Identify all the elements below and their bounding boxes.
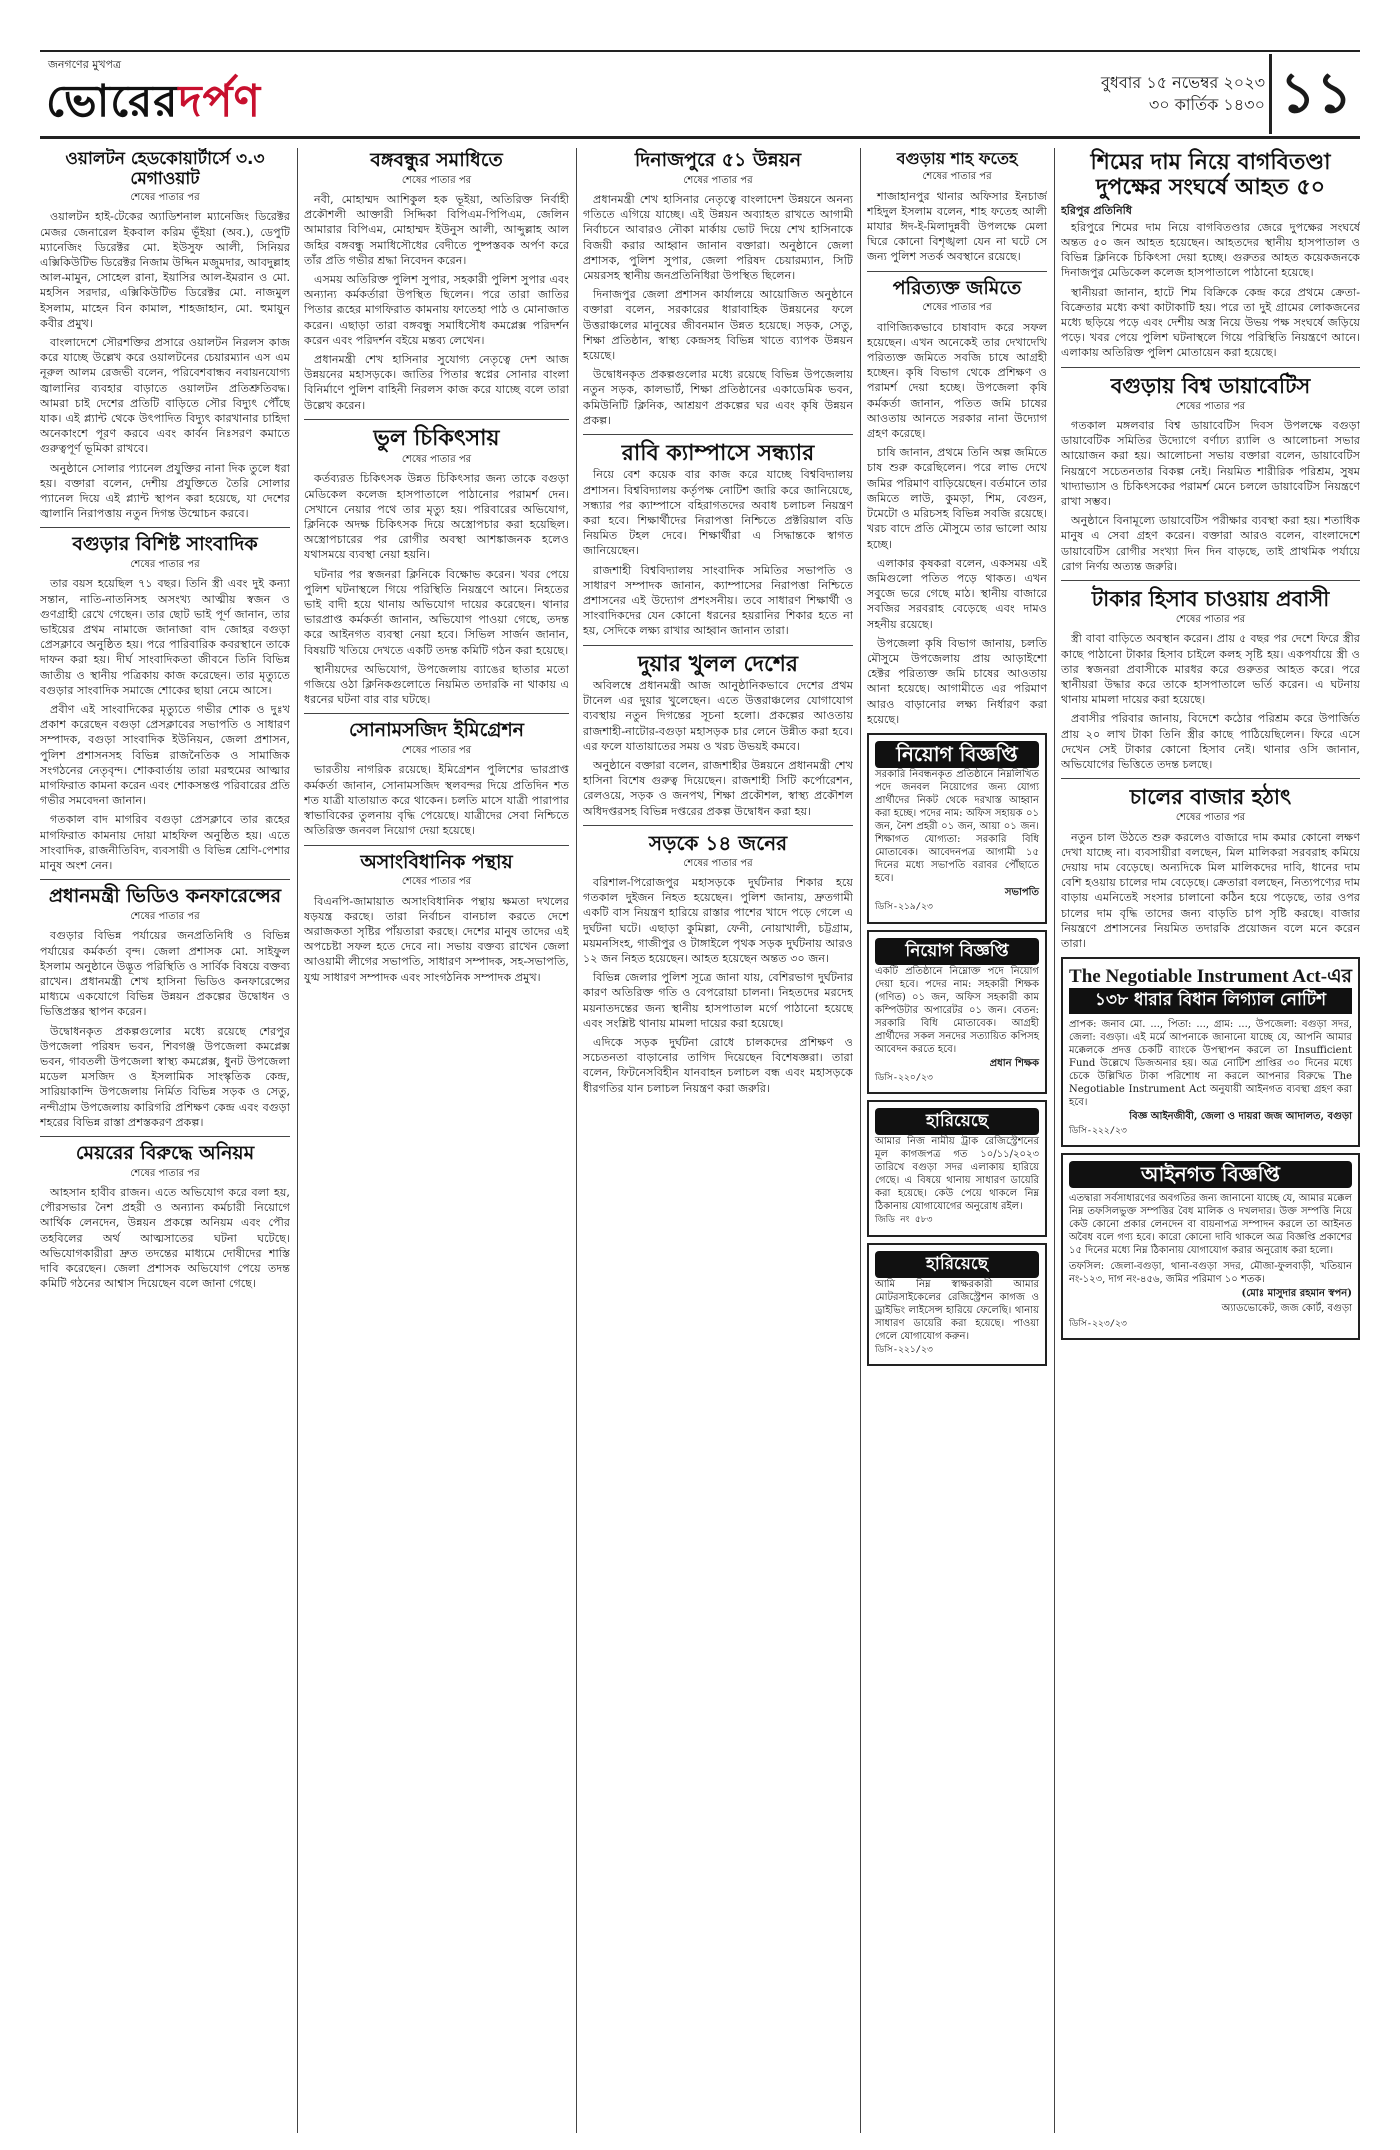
- continued-label: শেষের পাতার পর: [401, 876, 472, 888]
- legal-notice-title: The Negotiable Instrument Act-এর: [1069, 966, 1352, 988]
- article-paragraph: দিনাজপুর জেলা প্রশাসন কার্যালয়ে আয়োজিত অনুষ্ঠানে বক্তারা বলেন, সরকারের ধারাবাহিক উন্নয়নের ফলে উত্তরাঞ্চলের মানুষের জীবনমান উন্নত হয়েছে। সড়ক, সেতু, শিক্ষা প্রতিষ্ঠান, স্বাস্থ্য কেন্দ্রসহ বিভিন্ন খাতে ব্যাপক উন্নয়ন হয়েছে।: [583, 288, 853, 363]
- ad-body: একটি প্রতিষ্ঠানে নিম্নোক্ত পদে নিয়োগ দেয়া হবে। পদের নাম: সহকারী শিক্ষক (গণিত) ০১ জন, অফিস সহকারী কাম কম্পিউটার অপারেটর ০১ জন। বেতন: সরকারি বিধি মোতাবেক। আগ্রহী প্রার্থীদের সকল সনদের সত্যায়িত কপিসহ আবেদন করতে হবে।: [875, 965, 1039, 1055]
- continued-label: শেষের পাতার পর: [1175, 400, 1246, 412]
- column-4: [867, 148, 1047, 2133]
- article-paragraph: ওয়ালটন হাই-টেকের অ্যাডিশনাল ম্যানেজিং ডিরেক্টর মেজর জেনারেল ইকবাল করিম ভূঁইয়া (অব.), ডেপুটি ম্যানেজিং ডিরেক্টর মো. ইউসুফ আলী, সিনিয়র এক্সিকিউটিভ ডিরেক্টর নিজাম উদ্দিন মজুমদার, আবদুল্লাহ আল-মামুন, সোহেল রানা, ইয়াসির আল-ইমরান ও মো. মহসিন সরদার, এক্সিকিউটিভ ডিরেক্টর মো. নাজমুল ইসলাম, মাহেন বিন কামাল, শাহজাহান, মো. হুমায়ুন কবীর প্রমুখ।: [40, 210, 290, 330]
- continued-label: শেষের পাতার পর: [922, 302, 992, 314]
- article-paragraph: প্রধানমন্ত্রী শেখ হাসিনার নেতৃত্বে বাংলাদেশ উন্নয়নে অনন্য গতিতে এগিয়ে যাচ্ছে। এই উন্নয়ন অব্যাহত রাখতে আগামী নির্বাচনে আবারও নৌকা মার্কায় ভোট দিয়ে শেখ হাসিনাকে বিজয়ী করার আহ্বান জানান বক্তারা। অনুষ্ঠানে জেলা প্রশাসক, পুলিশ সুপার, জেলা পরিষদ চেয়ারম্যান, সিটি মেয়রসহ স্থানীয় জনপ্রতিনিধিরা উপস্থিত ছিলেন।: [583, 193, 853, 283]
- article-paragraph: অবিলম্বে প্রধানমন্ত্রী আজ আনুষ্ঠানিকভাবে দেশের প্রথম টানেল এর দুয়ার খুলেছেন। এতে উত্তরাঞ্চলের যোগাযোগ ব্যবস্থায় নতুন দিগন্তের সূচনা হলো। প্রকল্পের আওতায় রাজশাহী-নাটোর-বগুড়া মহাসড়ক চার লেনে উন্নীত করা হবে। এর ফলে যাতায়াতের সময় ও খরচ উভয়ই কমবে।: [583, 678, 853, 753]
- column-5: [1061, 148, 1360, 2133]
- article-paragraph: স্থানীয়দের অভিযোগ, উপজেলায় ব্যাঙের ছাতার মতো গজিয়ে ওঠা ক্লিনিকগুলোতে নিয়মিত তদারকি না থাকায় এ ধরনের ঘটনা বার বার ঘটছে।: [304, 662, 569, 707]
- legal-notice-subtitle: ১৩৮ ধারার বিধান লিগ্যাল নোটিশ: [1069, 988, 1352, 1013]
- article-paragraph: বিএনপি-জামায়াত অসাংবিধানিক পন্থায় ক্ষমতা দখলের ষড়যন্ত্র করছে। তারা নির্বাচন বানচাল করতে দেশে অরাজকতা সৃষ্টির পাঁয়তারা করছে। দেশের মানুষ তাদের এই অপচেষ্টা সফল হতে দেবে না। সভায় বক্তব্য রাখেন জেলা আওয়ামী লীগের সভাপতি, সাধারণ সম্পাদক, সহ-সভাপতি, যুগ্ম সাধারণ সম্পাদক এবং সাংগঠনিক সম্পাদক প্রমুখ।: [304, 894, 569, 984]
- column-3: [583, 148, 853, 2133]
- article-headline: মেয়রের বিরুদ্ধে অনিয়ম: [75, 1141, 255, 1164]
- article-paragraph: আহসান হাবীব রাজন। এতে অভিযোগ করে বলা হয়, পৌরসভার নৈশ প্রহরী ও অন্যান্য কর্মচারী নিয়োগে আর্থিক লেনদেন, উন্নয়ন প্রকল্পে অনিয়ম এবং পৌর তহবিলের অর্থ আত্মসাতের ঘটনা ঘটেছে। অভিযোগকারীরা দ্রুত তদন্তের মাধ্যমে দোষীদের শাস্তি দাবি করেছেন। জেলা প্রশাসক অভিযোগ পেয়ে তদন্ত কমিটি গঠনের আশ্বাস দিয়েছেন বলে জানা গেছে।: [40, 1186, 290, 1291]
- section-divider: [40, 527, 290, 528]
- ad-body: আমার নিজ নামীয় ট্রাক রেজিস্ট্রেশনের মূল কাগজপত্র গত ১০/১১/২০২৩ তারিখে বগুড়া সদর এলাকায় হারিয়ে গেছে। এ বিষয়ে থানায় সাধারণ ডায়েরি করা হয়েছে। কেউ পেয়ে থাকলে নিম্ন ঠিকানায় যোগাযোগের অনুরোধ রইল।: [875, 1136, 1039, 1213]
- article-paragraph: এদিকে সড়ক দুর্ঘটনা রোধে চালকদের প্রশিক্ষণ ও সচেতনতা বাড়ানোর তাগিদ দিয়েছেন বিশেষজ্ঞরা। তারা বলেন, ফিটনেসবিহীন যানবাহন চলাচল বন্ধ এবং মহাসড়কে ধীরগতির যান চলাচল নিয়ন্ত্রণ করা জরুরি।: [583, 1035, 853, 1095]
- section-divider: [867, 271, 1047, 272]
- legal-notice: [1061, 1153, 1360, 1340]
- article-paragraph: নবী, মোহাম্মদ আশিকুল হক ভূইয়া, অতিরিক্ত নির্বাহী প্রকৌশলী আক্তারী সিদ্দিকা বিপিএম-পিপিএম, জেলিন আমারার বিপিএম, মোহাম্মদ ইউনুস আলী, আব্দুল্লাহ আল জহির বঙ্গবন্ধু সমাধিসৌধের বেদীতে পুষ্পস্তবক অর্পণ করে তাঁর প্রতি গভীর শ্রদ্ধা নিবেদন করেন।: [304, 193, 569, 267]
- ad-title: হারিয়েছে: [875, 1251, 1039, 1278]
- legal-notice-body: প্রাপক: জনাব মো. ..., পিতা: ..., গ্রাম: ..., উপজেলা: বগুড়া সদর, জেলা: বগুড়া। এই মর্মে আপনাকে জানানো যাচ্ছে যে, আপনি আমার মক্কেলকে প্রদত্ত চেকটি ব্যাংকে উপস্থাপন করলে তা Insufficient Fund উল্লেখে ডিজঅনার হয়। অত্র নোটিশ প্রাপ্তির ৩০ দিনের মধ্যে চেকে উল্লিখিত টাকা পরিশোধ না করলে আপনার বিরুদ্ধে The Negotiable Instrument Act অনুযায়ী আইনগত ব্যবস্থা গ্রহণ করা হবে।: [1069, 1018, 1352, 1108]
- logo-part1: ভোরের: [46, 76, 179, 127]
- ad-code: ডিসি-২২৩/২৩: [1069, 1318, 1127, 1329]
- article-paragraph: উদ্বোধনকৃত প্রকল্পগুলোর মধ্যে রয়েছে বিভিন্ন উপজেলায় নতুন সড়ক, কালভার্ট, শিক্ষা প্রতিষ্ঠানের একাডেমিক ভবন, কমিউনিটি ক্লিনিক, আশ্রয়ণ প্রকল্পের ঘর এবং কৃষি উন্নয়ন প্রকল্প।: [583, 368, 853, 427]
- article-headline: বগুড়ার বিশিষ্ট সাংবাদিক: [72, 533, 258, 556]
- continued-label: শেষের পাতার পর: [683, 174, 753, 186]
- legal-notice-signature: বিজ্ঞ আইনজীবী, জেলা ও দায়রা জজ আদালত, বগুড়া: [1129, 1110, 1352, 1122]
- ad-title: হারিয়েছে: [875, 1108, 1039, 1135]
- issue-date-english: বুধবার ১৫ নভেম্বর ২০২৩: [1101, 73, 1265, 92]
- continued-label: শেষের পাতার পর: [401, 454, 472, 466]
- article-paragraph: চাষি জানান, প্রথমে তিনি অল্প জমিতে চাষ শুরু করেছিলেন। পরে লাভ দেখে জমির পরিমাণ বাড়িয়েছেন। বর্তমানে তার জমিতে লাউ, কুমড়া, শিম, বেগুন, টমেটো ও মরিচসহ বিভিন্ন সবজি রয়েছে। খরচ বাদে প্রতি মৌসুমে তার ভালো আয় হচ্ছে।: [867, 446, 1047, 551]
- article-paragraph: অনুষ্ঠানে সোলার প্যানেল প্রযুক্তির নানা দিক তুলে ধরা হয়। বক্তারা বলেন, দেশীয় প্রযুক্তিতে তৈরি সোলার প্যানেল দিয়ে এই প্ল্যান্ট স্থাপন করা হয়েছে, যা দেশের জ্বালানি নিরাপত্তায় নতুন দিগন্ত উন্মোচন করবে।: [40, 461, 290, 521]
- article-headline: সড়কে ১৪ জনের: [648, 830, 788, 855]
- column-2: [304, 148, 569, 2133]
- article-paragraph: গতকাল বাদ মাগরিব বগুড়া প্রেসক্লাবে তার রূহের মাগফিরাত কামনায় দোয়া মাহফিল অনুষ্ঠিত হয়। এতে সাংবাদিক, রাজনীতিবিদ, ব্যবসায়ী ও বিভিন্ন শ্রেণি-পেশার মানুষ অংশ নেন।: [40, 813, 290, 873]
- section-divider: [583, 434, 853, 435]
- ad-body: সরকারি নিবন্ধনকৃত প্রতিষ্ঠানে নিম্নলিখিত পদে জনবল নিয়োগের জন্য যোগ্য প্রার্থীদের নিকট থেকে দরখাস্ত আহ্বান করা হচ্ছে। পদের নাম: অফিস সহায়ক ০১ জন, নৈশ প্রহরী ০১ জন, আয়া ০১ জন। শিক্ষাগত যোগ্যতা: সরকারি বিধি মোতাবেক। আবেদনপত্র আগামী ১৫ দিনের মধ্যে সভাপতি বরাবর পৌঁছাতে হবে।: [875, 769, 1039, 885]
- continued-label: শেষের পাতার পর: [401, 174, 472, 186]
- legal-notice-signature: (মোঃ মাসুদার রহমান স্বপন): [1241, 1288, 1352, 1300]
- ad-body: আমি নিম্ন স্বাক্ষরকারী আমার মোটরসাইকেলের রেজিস্ট্রেশন কাগজ ও ড্রাইভিং লাইসেন্স হারিয়ে ফেলেছি। থানায় সাধারণ ডায়েরি করা হয়েছে। পাওয়া গেলে যোগাযোগ করুন।: [875, 1278, 1039, 1342]
- article-paragraph: স্থানীয়রা জানান, হাটে শিম বিক্রিকে কেন্দ্র করে প্রথমে ক্রেতা-বিক্রেতার মধ্যে কথা কাটাকাটি হয়। পরে তা দুই গ্রামের লোকজনের মধ্যে ছড়িয়ে পড়ে এবং দেশীয় অস্ত্র নিয়ে উভয় পক্ষ সংঘর্ষে জড়িয়ে পড়ে। খবর পেয়ে পুলিশ ঘটনাস্থলে গিয়ে পরিস্থিতি নিয়ন্ত্রণে আনে। এলাকায় অতিরিক্ত পুলিশ মোতায়েন করা হয়েছে।: [1061, 285, 1360, 360]
- logo-part2: দর্পণ: [178, 76, 262, 127]
- article-paragraph: উদ্বোধনকৃত প্রকল্পগুলোর মধ্যে রয়েছে শেরপুর উপজেলা পরিষদ ভবন, শিবগঞ্জ উপজেলা কমপ্লেক্স ভবন, গাবতলী উপজেলা স্বাস্থ্য কমপ্লেক্স, ধুনট উপজেলা মডেল মসজিদ ও ইসলামিক সাংস্কৃতিক কেন্দ্র, সারিয়াকান্দি উপজেলায় নির্মিত বিভিন্ন সড়ক ও সেতু, নন্দীগ্রাম উপজেলায় কারিগরি প্রশিক্ষণ কেন্দ্র এবং বগুড়া শহরের বিভিন্ন রাস্তা প্রশস্তকরণ প্রকল্প।: [40, 1024, 290, 1129]
- article-paragraph: অনুষ্ঠানে বিনামূল্যে ডায়াবেটিস পরীক্ষার ব্যবস্থা করা হয়। শতাধিক মানুষ এ সেবা গ্রহণ করেন। বক্তারা আরও বলেন, বাংলাদেশে ডায়াবেটিস রোগীর সংখ্যা দিন দিন বাড়ছে, তাই প্রাথমিক পর্যায়ে রোগ নির্ণয় অত্যন্ত জরুরি।: [1061, 514, 1360, 573]
- ad-code: ডিসি-২২০/২৩: [875, 1072, 933, 1083]
- article-paragraph: প্রধানমন্ত্রী শেখ হাসিনার সুযোগ্য নেতৃত্বে দেশ আজ উন্নয়নের মহাসড়কে। জাতির পিতার স্বপ্নের সোনার বাংলা বিনির্মাণে পুলিশ বাহিনী নিরলস কাজ করে যাচ্ছে বলে তারা উল্লেখ করেন।: [304, 353, 569, 412]
- article-paragraph: এসময় অতিরিক্ত পুলিশ সুপার, সহকারী পুলিশ সুপার এবং অন্যান্য কর্মকর্তারা উপস্থিত ছিলেন। পরে তারা জাতির পিতার রূহের মাগফিরাত কামনায় ফাতেহা পাঠ ও মোনাজাত করেন। এছাড়া তারা বঙ্গবন্ধু সমাধিসৌধ কমপ্লেক্স পরিদর্শন করেন এবং পরিদর্শন বইয়ে মন্তব্য লেখেন।: [304, 273, 569, 347]
- article-paragraph: উপজেলা কৃষি বিভাগ জানায়, চলতি মৌসুমে উপজেলায় প্রায় আড়াইশো হেক্টর পরিত্যক্ত জমি চাষের আওতায় আনা হয়েছে। আগামীতে এর পরিমাণ আরও বাড়ানোর লক্ষ্য নির্ধারণ করা হয়েছে।: [867, 636, 1047, 726]
- article-paragraph: নিয়ে বেশ কয়েক বার কাজ করে যাচ্ছে বিশ্ববিদ্যালয় প্রশাসন। বিশ্ববিদ্যালয় কর্তৃপক্ষ নোটিশ জারি করে জানিয়েছে, সন্ধ্যার পর ক্যাম্পাসে বহিরাগতদের অবাধ চলাচল নিয়ন্ত্রণ করা হবে। শিক্ষার্থীদের নিরাপত্তা নিশ্চিতে প্রক্টরিয়াল বডি নিয়মিত টহল দেবে। শিক্ষার্থীরা এ সিদ্ধান্তকে স্বাগত জানিয়েছেন।: [583, 468, 853, 558]
- continued-label: শেষের পাতার পর: [130, 559, 200, 571]
- section-divider: [40, 1136, 290, 1137]
- article-paragraph: বিভিন্ন জেলার পুলিশ সূত্রে জানা যায়, বেশিরভাগ দুর্ঘটনার কারণ অতিরিক্ত গতি ও বেপরোয়া চালনা। নিহতদের মরদেহ ময়নাতদন্তের জন্য স্থানীয় হাসপাতাল মর্গে পাঠানো হয়েছে এবং সংশ্লিষ্ট থানায় মামলা দায়ের করা হয়েছে।: [583, 971, 853, 1030]
- ad-title: নিয়োগ বিজ্ঞপ্তি: [875, 938, 1039, 965]
- article-paragraph: গতকাল মঙ্গলবার বিশ্ব ডায়াবেটিস দিবস উপলক্ষে বগুড়া ডায়াবেটিক সমিতির উদ্যোগে বর্ণাঢ্য র‍্যালি ও আলোচনা সভার আয়োজন করা হয়। আলোচনা সভায় বক্তারা বলেন, ডায়াবেটিস নিয়ন্ত্রণে সচেতনতার বিকল্প নেই। নিয়মিত শারীরিক পরিশ্রম, সুষম খাদ্যাভ্যাস ও চিকিৎসকের পরামর্শ মেনে চললে ডায়াবেটিস নিয়ন্ত্রণে রাখা সম্ভব।: [1061, 418, 1360, 508]
- ad-signature: প্রধান শিক্ষক: [989, 1057, 1039, 1069]
- job-advertisement: [867, 930, 1047, 1095]
- column-1: [40, 148, 290, 2133]
- article-headline: প্রধানমন্ত্রী ভিডিও কনফারেন্সের: [48, 885, 282, 908]
- article-paragraph: এলাকার কৃষকরা বলেন, একসময় এই জমিগুলো পতিত পড়ে থাকত। এখন সবুজে ভরে গেছে মাঠ। স্থানীয় বাজারে সবজির সরবরাহ বেড়েছে এবং দামও সহনীয় রয়েছে।: [867, 556, 1047, 631]
- section-divider: [40, 879, 290, 880]
- section-divider: [583, 825, 853, 826]
- article-headline: দিনাজপুরে ৫১ উন্নয়ন: [634, 149, 802, 171]
- lost-notice: [867, 1100, 1047, 1236]
- continued-label: শেষের পাতার পর: [922, 171, 992, 183]
- ad-code: ডিসি-২২২/২৩: [1069, 1125, 1127, 1136]
- ad-code: ডিসি-২১৯/২৩: [875, 902, 933, 913]
- ad-code: জিডি নং ৫৮৩: [875, 1215, 933, 1226]
- continued-label: শেষের পাতার পর: [1175, 614, 1246, 626]
- section-divider: [583, 645, 853, 646]
- article-headline: বগুড়ায় শাহ ফতেহ: [896, 149, 1018, 168]
- legal-notice-signature-title: অ্যাডভোকেট, জজ কোর্ট, বগুড়া: [1221, 1303, 1352, 1315]
- article-headline: ভুল চিকিৎসায়: [373, 425, 500, 451]
- article-headline: পরিত্যক্ত জমিতে: [892, 276, 1022, 299]
- column-rule: [297, 148, 298, 2133]
- article-headline: রাবি ক্যাম্পাসে সন্ধ্যার: [621, 441, 815, 467]
- article-headline: বঙ্গবন্ধুর সমাধিতে: [370, 149, 503, 171]
- article-paragraph: হরিপুরে শিমের দাম নিয়ে বাগবিতণ্ডার জেরে দুপক্ষের সংঘর্ষে অন্তত ৫০ জন আহত হয়েছেন। আহতদের স্থানীয় হাসপাতাল ও বিভিন্ন ক্লিনিকে চিকিৎসা দেয়া হচ্ছে। গুরুতর আহত কয়েকজনকে দিনাজপুর মেডিকেল কলেজ হাসপাতালে পাঠানো হয়েছে।: [1061, 220, 1360, 280]
- byline: হরিপুর প্রতিনিধি: [1061, 203, 1132, 217]
- job-advertisement: [867, 733, 1047, 924]
- masthead-slogan: জনগণের মুখপত্র: [48, 58, 122, 71]
- article-paragraph: কর্তব্যরত চিকিৎসক উন্নত চিকিৎসার জন্য তাকে বগুড়া মেডিকেল কলেজ হাসপাতালে পাঠানোর পরামর্শ দেন। সেখানে নেয়ার পথে তার মৃত্যু হয়। পরিবারের অভিযোগ, ক্লিনিকে অদক্ষ চিকিৎসক দিয়ে অস্ত্রোপচার করা হয়েছিল। অস্ত্রোপচারের পর রোগীর অবস্থা আশঙ্কাজনক হলেও যথাসময়ে ব্যবস্থা নেয়া হয়নি।: [304, 472, 569, 562]
- page-number: ১১: [1269, 54, 1360, 134]
- article-paragraph: ভারতীয় নাগরিক রয়েছে। ইমিগ্রেশন পুলিশের ভারপ্রাপ্ত কর্মকর্তা জানান, সোনামসজিদ স্থলবন্দর দিয়ে প্রতিদিন শত শত যাত্রী যাতায়াত করে থাকেন। চলতি মাসে যাত্রী পারাপার স্বাভাবিকের তুলনায় বৃদ্ধি পেয়েছে। যাত্রীদের সেবা নিশ্চিতে অতিরিক্ত জনবল নিয়োগ দেয়া হয়েছে।: [304, 763, 569, 838]
- legal-notice-schedule: তফসিল: জেলা-বগুড়া, থানা-বগুড়া সদর, মৌজা-ফুলবাড়ী, খতিয়ান নং-১২৩, দাগ নং-৪৫৬, জমির পরিমাণ ১০ শতক।: [1069, 1261, 1352, 1286]
- article-headline: টাকার হিসাব চাওয়ায় প্রবাসী: [1091, 587, 1330, 611]
- article-paragraph: নতুন চাল উঠতে শুরু করলেও বাজারে দাম কমার কোনো লক্ষণ দেখা যাচ্ছে না। ব্যবসায়ীরা বলছেন, মিল মালিকরা সরবরাহ কমিয়ে দেয়ায় দাম বেড়েছে। অন্যদিকে মিল মালিকদের দাবি, ধানের দাম বেশি হওয়ায় চালের দাম বেড়েছে। ক্রেতারা বলছেন, নিত্যপণ্যের দাম বাড়ায় এমনিতেই সংসার চালানো কঠিন হয়ে পড়েছে, তার ওপর চালের দাম বৃদ্ধি তাদের জন্য বাড়তি চাপ সৃষ্টি করছে। বাজার নিয়ন্ত্রণে প্রশাসনের নিয়মিত তদারকি প্রয়োজন বলে মনে করেন তারা।: [1061, 830, 1360, 950]
- legal-notice: [1061, 957, 1360, 1147]
- article-paragraph: তার বয়স হয়েছিল ৭১ বছর। তিনি স্ত্রী এবং দুই কন্যা সন্তান, নাতি-নাতনিসহ অসংখ্য আত্মীয় স্বজন ও গুণগ্রাহী রেখে গেছেন। তার ছোট ভাই পূর্ণ জানান, তার ভাইয়ের প্রথম নামাজে জানাজা বাদ জোহর বগুড়া প্রেসক্লাবে অনুষ্ঠিত হয়। পরে পারিবারিক কবরস্থানে তাকে দাফন করা হয়। দীর্ঘ সাংবাদিকতা জীবনে তিনি বিভিন্ন জাতীয় ও স্থানীয় পত্রিকায় কাজ করেছেন। তার মৃত্যুতে বগুড়ার সাংবাদিক সমাজে শোকের ছায়া নেমে আসে।: [40, 577, 290, 697]
- continued-label: শেষের পাতার পর: [401, 745, 472, 757]
- article-paragraph: বাণিজ্যিকভাবে চাষাবাদ করে সফল হয়েছেন। এখন অনেকেই তার দেখাদেখি পরিত্যক্ত জমিতে সবজি চাষে আগ্রহী হচ্ছেন। কৃষি বিভাগ থেকে প্রশিক্ষণ ও পরামর্শ দেয়া হচ্ছে। উপজেলা কৃষি কর্মকর্তা জানান, পতিত জমি চাষের আওতায় আনতে সরকার নানা উদ্যোগ গ্রহণ করেছে।: [867, 320, 1047, 441]
- article-paragraph: ঘটনার পর স্বজনরা ক্লিনিকে বিক্ষোভ করেন। খবর পেয়ে পুলিশ ঘটনাস্থলে গিয়ে পরিস্থিতি নিয়ন্ত্রণে আনে। নিহতের ভাই বাদী হয়ে থানায় অভিযোগ দায়ের করেছেন। থানার ভারপ্রাপ্ত কর্মকর্তা জানান, অভিযোগ পাওয়া গেছে, তদন্ত করে আইনগত ব্যবস্থা নেয়া হবে। সিভিল সার্জন জানান, বিষয়টি খতিয়ে দেখতে একটি তদন্ত কমিটি গঠন করা হয়েছে।: [304, 567, 569, 657]
- article-headline: অসাংবিধানিক পন্থায়: [360, 850, 513, 873]
- article-paragraph: প্রবাসীর পরিবার জানায়, বিদেশে কঠোর পরিশ্রম করে উপার্জিত প্রায় ২০ লাখ টাকা তিনি স্ত্রীর কাছে পাঠিয়েছিলেন। ফিরে এসে দেখেন সেই টাকার কোনো হিসাব নেই। থানার ওসি জানান, অভিযোগের ভিত্তিতে তদন্ত চলছে।: [1061, 712, 1360, 771]
- continued-label: শেষের পাতার পর: [130, 192, 200, 204]
- section-divider: [304, 845, 569, 846]
- continued-label: শেষের পাতার পর: [683, 857, 753, 869]
- section-divider: [304, 713, 569, 714]
- continued-label: শেষের পাতার পর: [130, 911, 200, 923]
- masthead: [40, 50, 1360, 140]
- masthead-bottom-rule: [40, 136, 1360, 139]
- article-paragraph: বরিশাল-পিরোজপুর মহাসড়কে দুর্ঘটনার শিকার হয়ে গতকাল দুইজন নিহত হয়েছেন। পুলিশ জানায়, দ্রুতগামী একটি বাস নিয়ন্ত্রণ হারিয়ে রাস্তার পাশের খাদে পড়ে গেলে এ দুর্ঘটনা ঘটে। এছাড়া কুমিল্লা, ফেনী, নোয়াখালী, চট্টগ্রাম, ময়মনসিংহ, গাজীপুর ও টাঙ্গাইলে পৃথক সড়ক দুর্ঘটনায় আরও ১২ জন নিহত হয়েছেন। আহত হয়েছেন অন্তত ৩০ জন।: [583, 875, 853, 965]
- continued-label: শেষের পাতার পর: [130, 1167, 200, 1179]
- article-paragraph: প্রবীণ এই সাংবাদিকের মৃত্যুতে গভীর শোক ও দুঃখ প্রকাশ করেছেন বগুড়া প্রেসক্লাবের সভাপতি ও সাধারণ সম্পাদক, বগুড়া সাংবাদিক ইউনিয়ন, জেলা প্রশাসন, পুলিশ প্রশাসনসহ বিভিন্ন রাজনৈতিক ও সামাজিক সংগঠনের নেতৃবৃন্দ। শোকবার্তায় তারা মরহুমের আত্মার মাগফিরাত কামনা করেন এবং শোকসন্তপ্ত পরিবারের প্রতি গভীর সমবেদনা জানান।: [40, 703, 290, 808]
- article-headline: ওয়ালটন হেডকোয়ার্টার্সে ৩.৩ মেগাওয়াট: [65, 149, 265, 189]
- continued-label: শেষের পাতার পর: [1175, 812, 1246, 824]
- masthead-top-rule: [40, 50, 1360, 52]
- issue-date: [1101, 72, 1265, 116]
- lead-headline: শিমের দাম নিয়ে বাগবিতণ্ডা দুপক্ষের সংঘর্ষে আহত ৫০: [1090, 150, 1331, 201]
- column-rule: [860, 148, 861, 2133]
- ad-code: ডিসি-২২১/২৩: [875, 1344, 933, 1355]
- legal-notice-title: আইনগত বিজ্ঞপ্তি: [1069, 1161, 1352, 1188]
- issue-date-bangla: ৩০ কার্তিক ১৪৩০: [1148, 95, 1265, 114]
- lost-notice: [867, 1243, 1047, 1366]
- article-paragraph: বগুড়ার বিভিন্ন পর্যায়ের জনপ্রতিনিধি ও বিভিন্ন পর্যায়ের কর্মকর্তা বৃন্দ। জেলা প্রশাসক মো. সাইফুল ইসলাম অনুষ্ঠানে উদ্ভূত পরিস্থিতি ও সার্বিক বিষয়ে বক্তব্য রাখেন। প্রধানমন্ত্রী শেখ হাসিনা ভিডিও কনফারেন্সের মাধ্যমে একযোগে বিভিন্ন উন্নয়ন প্রকল্পের উদ্বোধন ও ভিত্তিপ্রস্তর স্থাপন করেন।: [40, 929, 290, 1019]
- article-headline: চালের বাজার হঠাৎ: [1129, 785, 1292, 810]
- article-paragraph: স্ত্রী বাবা বাড়িতে অবস্থান করেন। প্রায় ৫ বছর পর দেশে ফিরে স্ত্রীর কাছে পাঠানো টাকার হিসাব চাইলে কলহ সৃষ্টি হয়। একপর্যায়ে স্ত্রী ও তার স্বজনরা প্রবাসীকে মারধর করে গুরুতর আহত করে। পরে স্থানীয়রা উদ্ধার করে তাকে হাসপাতালে ভর্তি করেন। এ ঘটনায় থানায় মামলা দায়ের করা হয়েছে।: [1061, 632, 1360, 707]
- newspaper-logo: [46, 68, 261, 141]
- article-paragraph: অনুষ্ঠানে বক্তারা বলেন, রাজশাহীর উন্নয়নে প্রধানমন্ত্রী শেখ হাসিনা বিশেষ গুরুত্ব দিয়েছেন। রাজশাহী সিটি কর্পোরেশন, রেলওয়ে, সড়ক ও জনপথ, শিক্ষা প্রকৌশল, স্বাস্থ্য প্রকৌশল অধিদপ্তরসহ বিভিন্ন দপ্তরের প্রকল্প উদ্বোধন করা হয়।: [583, 758, 853, 818]
- column-rule: [1054, 148, 1055, 2133]
- section-divider: [1061, 580, 1360, 581]
- section-divider: [1061, 778, 1360, 779]
- article-paragraph: রাজশাহী বিশ্ববিদ্যালয় সাংবাদিক সমিতির সভাপতি ও সাধারণ সম্পাদক জানান, ক্যাম্পাসের নিরাপত্তা নিশ্চিতে প্রশাসনের এই উদ্যোগ প্রশংসনীয়। তবে সাধারণ শিক্ষার্থী ও সাংবাদিকদের যেন কোনো ধরনের হয়রানির শিকার হতে না হয়, সেদিকে লক্ষ্য রাখার আহ্বান জানান তারা।: [583, 563, 853, 638]
- article-headline: সোনামসজিদ ইমিগ্রেশন: [348, 719, 525, 742]
- article-headline: বগুড়ায় বিশ্ব ডায়াবেটিস: [1110, 373, 1311, 398]
- section-divider: [304, 419, 569, 420]
- section-divider: [1061, 367, 1360, 368]
- ad-signature: সভাপতি: [1004, 887, 1039, 899]
- ad-title: নিয়োগ বিজ্ঞপ্তি: [875, 741, 1039, 768]
- article-paragraph: শাজাহানপুর থানার অফিসার ইনচার্জ শহিদুল ইসলাম বলেন, শাহ ফতেহ আলী মাযার ঈদ-ই-মিলাদুন্নবী উপলক্ষে মেলা ঘিরে কোনো বিশৃঙ্খলা যেন না ঘটে সে জন্য পুলিশ সতর্ক অবস্থানে রয়েছে।: [867, 189, 1047, 264]
- article-paragraph: বাংলাদেশে সৌরশক্তির প্রসারে ওয়ালটন নিরলস কাজ করে যাচ্ছে উল্লেখ করে ওয়ালটনের চেয়ারম্যান এস এম নূরুল আলম রেজভী বলেন, পরিবেশবান্ধব নবায়নযোগ্য জ্বালানির ব্যবহার বাড়াতে ওয়ালটন প্রতিশ্রুতিবদ্ধ। আমরা চাই দেশের প্রতিটি বাড়িতে সৌর বিদ্যুৎ পৌঁছে যাক। এই প্ল্যান্ট থেকে উৎপাদিত বিদ্যুৎ কারখানার চাহিদা অনেকাংশে পূরণ করবে এবং কার্বন নিঃসরণ কমাতে গুরুত্বপূর্ণ ভূমিকা রাখবে।: [40, 335, 290, 456]
- column-rule: [576, 148, 577, 2133]
- legal-notice-body: এতদ্বারা সর্বসাধারণের অবগতির জন্য জানানো যাচ্ছে যে, আমার মক্কেল নিম্ন তফসিলভুক্ত সম্পত্তির বৈধ মালিক ও দখলদার। উক্ত সম্পত্তি নিয়ে কেউ কোনো প্রকার লেনদেন বা বায়নাপত্র সম্পাদন করলে তা আইনত অবৈধ বলে গণ্য হবে। কারো কোনো দাবি থাকলে অত্র বিজ্ঞপ্তি প্রকাশের ১৫ দিনের মধ্যে নিম্ন ঠিকানায় যোগাযোগ করার অনুরোধ করা হলো।: [1069, 1193, 1352, 1257]
- article-headline: দুয়ার খুলল দেশের: [638, 651, 798, 677]
